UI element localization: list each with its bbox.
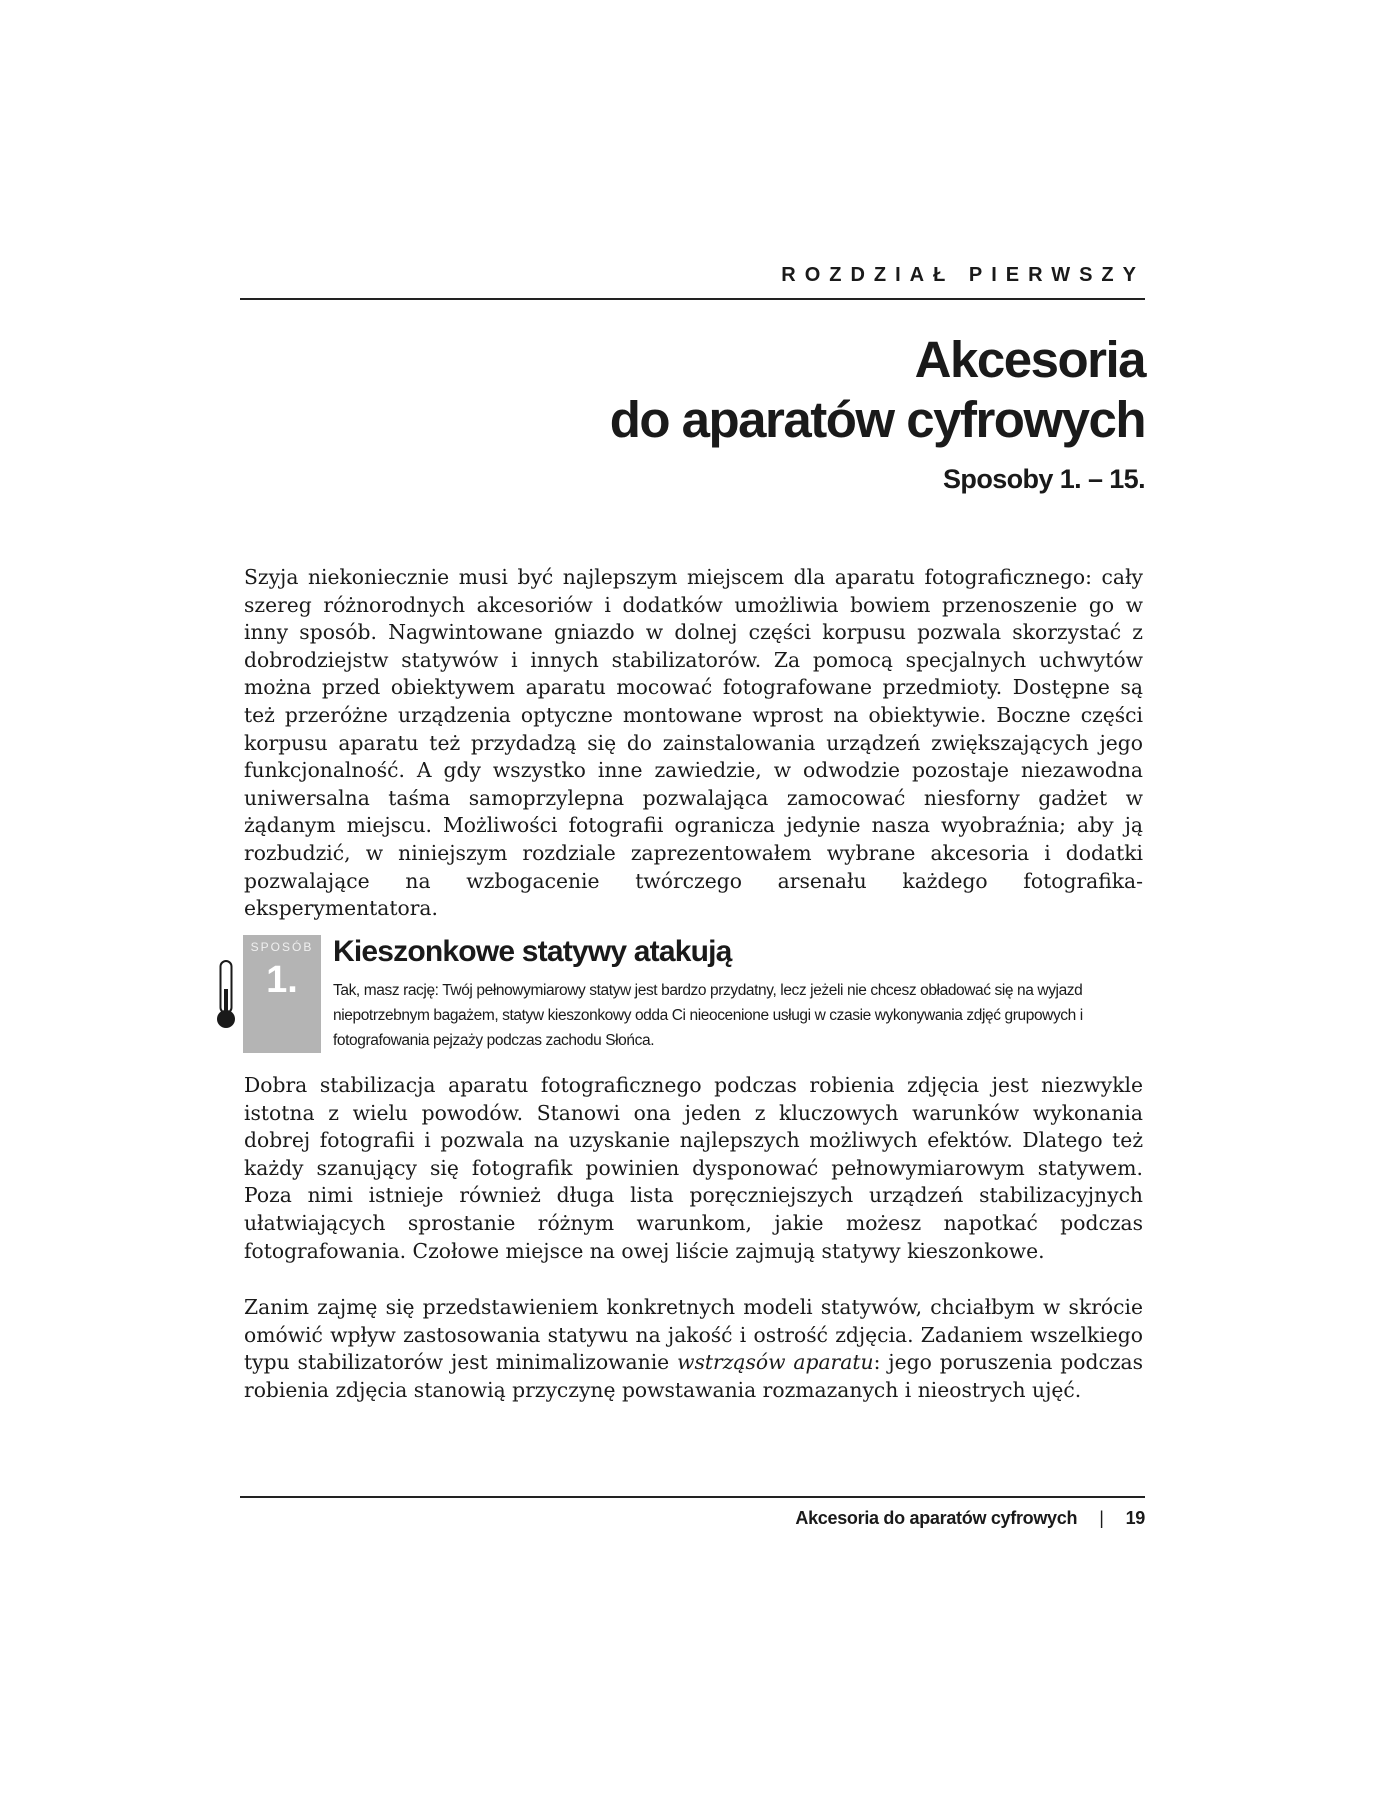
chapter-rule — [240, 298, 1145, 300]
chapter-title — [240, 330, 1145, 450]
body-paragraph-2-end: : jego poruszenia podczas robienia zdjęcia stanowią przyczynę powstawania rozmazanych i nieostrych ujęć. — [244, 1350, 1144, 1402]
hack-badge — [243, 935, 321, 1053]
body-paragraph-1: Dobra stabilizacja aparatu fotograficznego podczas robienia zdjęcia jest niezwykle istotna z wielu powodów. Stanowi ona jeden z kluczowych warunków wykonania dobrej fotografii i pozwala na uzyskanie najlepszych możliwych efektów. Dlatego też każdy szanujący się fotografik powinien dysponować pełnowymiarowym statywem. Poza nimi istnieje również długa lista poręczniejszych urządzeń stabilizacyjnych ułatwiających sprostanie różnym warunkom, jakie możesz napotkać podczas fotografowania. Czołowe miejsce na owej liście zajmują statywy kieszonkowe. — [244, 1073, 1143, 1263]
page-number: 19 — [1125, 1508, 1145, 1528]
chapter-title-line2: do aparatów cyfrowych — [609, 391, 1145, 448]
hack-badge-label: SPOSÓB — [250, 940, 314, 954]
intro-paragraph: Szyja niekoniecznie musi być najlepszym miejscem dla aparatu fotograficznego: cały szereg różnorodnych akcesoriów i dodatków umożliwia bowiem przenoszenie go w inny sposób. Nagwintowane gniazdo w dolnej części korpusu pozwala skorzystać z dobrodziejstw statywów i innych stabilizatorów. Za pomocą specjalnych uchwytów można przed obiektywem aparatu mocować fotografowane przedmioty. Dostępne są też przeróżne urządzenia optyczne montowane wprost na obiektywie. Boczne części korpusu aparatu też przydadzą się do zainstalowania urządzeń zwiększających jego funkcjonalność. A gdy wszystko inne zawiedzie, w odwodzie pozostaje niezawodna uniwersalna taśma samoprzylepna pozwalająca zamocować niesforny gadżet w żądanym miejscu. Możliwości fotografii ogranicza jedynie nasza wyobraźnia; aby ją rozbudzić, w niniejszym rozdziale zaprezentowałem wybrane akcesoria i dodatki pozwalające na wzbogacenie twórczego arsenału każdego fotografika-eksperymentatora. — [244, 565, 1143, 921]
footer-rule — [240, 1496, 1145, 1498]
chapter-label: ROZDZIAŁ PIERWSZY — [781, 264, 1145, 286]
body-paragraph-2-start: Zanim zajmę się przedstawieniem konkretnych modeli statywów, chciałbym w skrócie omówić wpływ zastosowania statywu na jakość i ostrość zdjęcia. Zadaniem wszelkiego typu stabilizatorów jest minimalizowanie — [244, 1295, 1143, 1375]
term-camera-shake: wstrząsów aparatu — [677, 1350, 874, 1375]
chapter-subtitle: Sposoby 1. – 15. — [943, 464, 1145, 494]
chapter-title-line1: Akcesoria — [914, 331, 1145, 388]
body-paragraph-2 — [244, 1294, 1143, 1404]
thermometer-icon — [213, 959, 239, 1031]
hack-block — [213, 935, 1145, 1055]
hack-description: Tak, masz rację: Twój pełnowymiarowy statyw jest bardzo przydatny, lecz jeżeli nie chcesz obładować się na wyjazd niepotrzebnym bagażem, statyw kieszonkowy odda Ci nieocenione usługi w czasie wykonywania zdjęć grupowych i fotografowania pejzaży podczas zachodu Słońca. — [333, 982, 1083, 1049]
page-footer — [240, 1508, 1145, 1529]
footer-separator: | — [1099, 1508, 1104, 1528]
running-title: Akcesoria do aparatów cyfrowych — [795, 1508, 1078, 1528]
hack-title: Kieszonkowe statywy atakują — [333, 935, 732, 968]
hack-badge-number: 1. — [266, 959, 298, 1001]
